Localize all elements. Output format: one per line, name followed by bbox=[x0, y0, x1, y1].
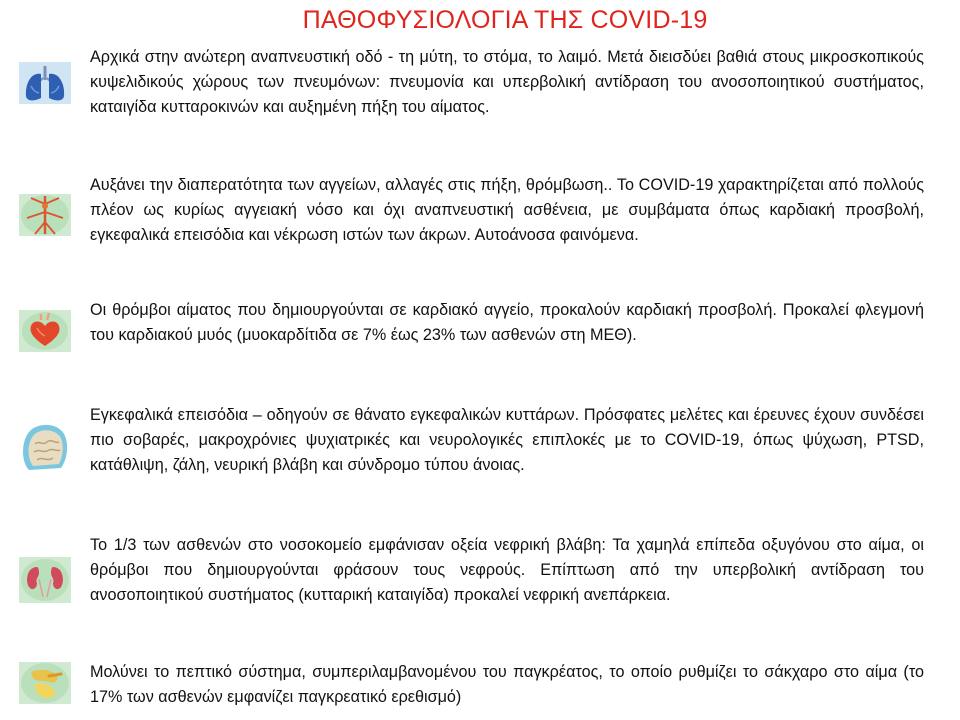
brain-icon bbox=[19, 420, 71, 476]
section-brain-text: Εγκεφαλικά επεισόδια – οδηγούν σε θάνατο εγκεφαλικών κυττάρων. Πρόσφατες μελέτες και έρευνες έχουν συνδέσει πιο σοβαρές, μακροχρόνιες ψυχιατρικές και νευρολογικές επιπλοκές με το COVID-19, όπως ψύχωση, PTSD, κατάθλιψη, ζάλη, νευρική βλάβη και σύνδρομο τύπου άνοιας. bbox=[90, 406, 924, 475]
digestive-system-icon bbox=[19, 662, 71, 704]
heart-icon bbox=[19, 310, 71, 352]
page-title: ΠΑΘΟΦΥΣΙΟΛΟΓΙΑ ΤΗΣ COVID-19 bbox=[302, 6, 708, 34]
lungs-icon bbox=[19, 62, 71, 104]
kidneys-icon bbox=[19, 557, 71, 603]
section-lungs-text: Αρχικά στην ανώτερη αναπνευστική οδό - τη μύτη, το στόμα, το λαιμό. Μετά διεισδύει βαθιά στους μικροσκοπικούς κυψελιδικούς χώρους των πνευμόνων: πνευμονία και υπερβολική αντίδραση του ανοσοποιητικού συστήματος, καταιγίδα κυτταροκινών και αυξημένη πήξη του αίματος. bbox=[90, 48, 924, 117]
blood-vessels-icon bbox=[19, 194, 71, 236]
section-heart-text: Οι θρόμβοι αίματος που δημιουργούνται σε καρδιακό αγγείο, προκαλούν καρδιακή προσβολή. Προκαλεί φλεγμονή του καρδιακού μυός (μυοκαρδίτιδα σε 7% έως 23% των ασθενών στη ΜΕΘ). bbox=[90, 301, 924, 345]
section-digestive-text: Μολύνει το πεπτικό σύστημα, συμπεριλαμβανομένου του παγκρέατος, το οποίο ρυθμίζει το σάκχαρο στο αίμα (το 17% των ασθενών εμφανίζει παγκρεατικό ερεθισμό) bbox=[90, 663, 924, 707]
section-vessels-text: Αυξάνει την διαπερατότητα των αγγείων, αλλαγές στις πήξη, θρόμβωση.. Το COVID-19 χαρακτηρίζεται από πολλούς πλέον ως κυρίως αγγειακή νόσο και όχι αναπνευστική ασθένεια, με συμβάματα όπως καρδιακή προσβολή, εγκεφαλικά επεισόδια και νέκρωση ιστών των άκρων. Αυτοάνοσα φαινόμενα. bbox=[90, 176, 924, 245]
section-kidneys-text: Το 1/3 των ασθενών στο νοσοκομείο εμφάνισαν οξεία νεφρική βλάβη: Τα χαμηλά επίπεδα οξυγόνου στο αίμα, οι θρόμβοι που δημιουργούνται φράσουν τους νεφρούς. Επίπτωση από την υπερβολική αντίδραση του ανοσοποιητικού συστήματος (κυτταρική καταιγίδα) προκαλεί νεφρική ανεπάρκεια. bbox=[90, 536, 924, 605]
